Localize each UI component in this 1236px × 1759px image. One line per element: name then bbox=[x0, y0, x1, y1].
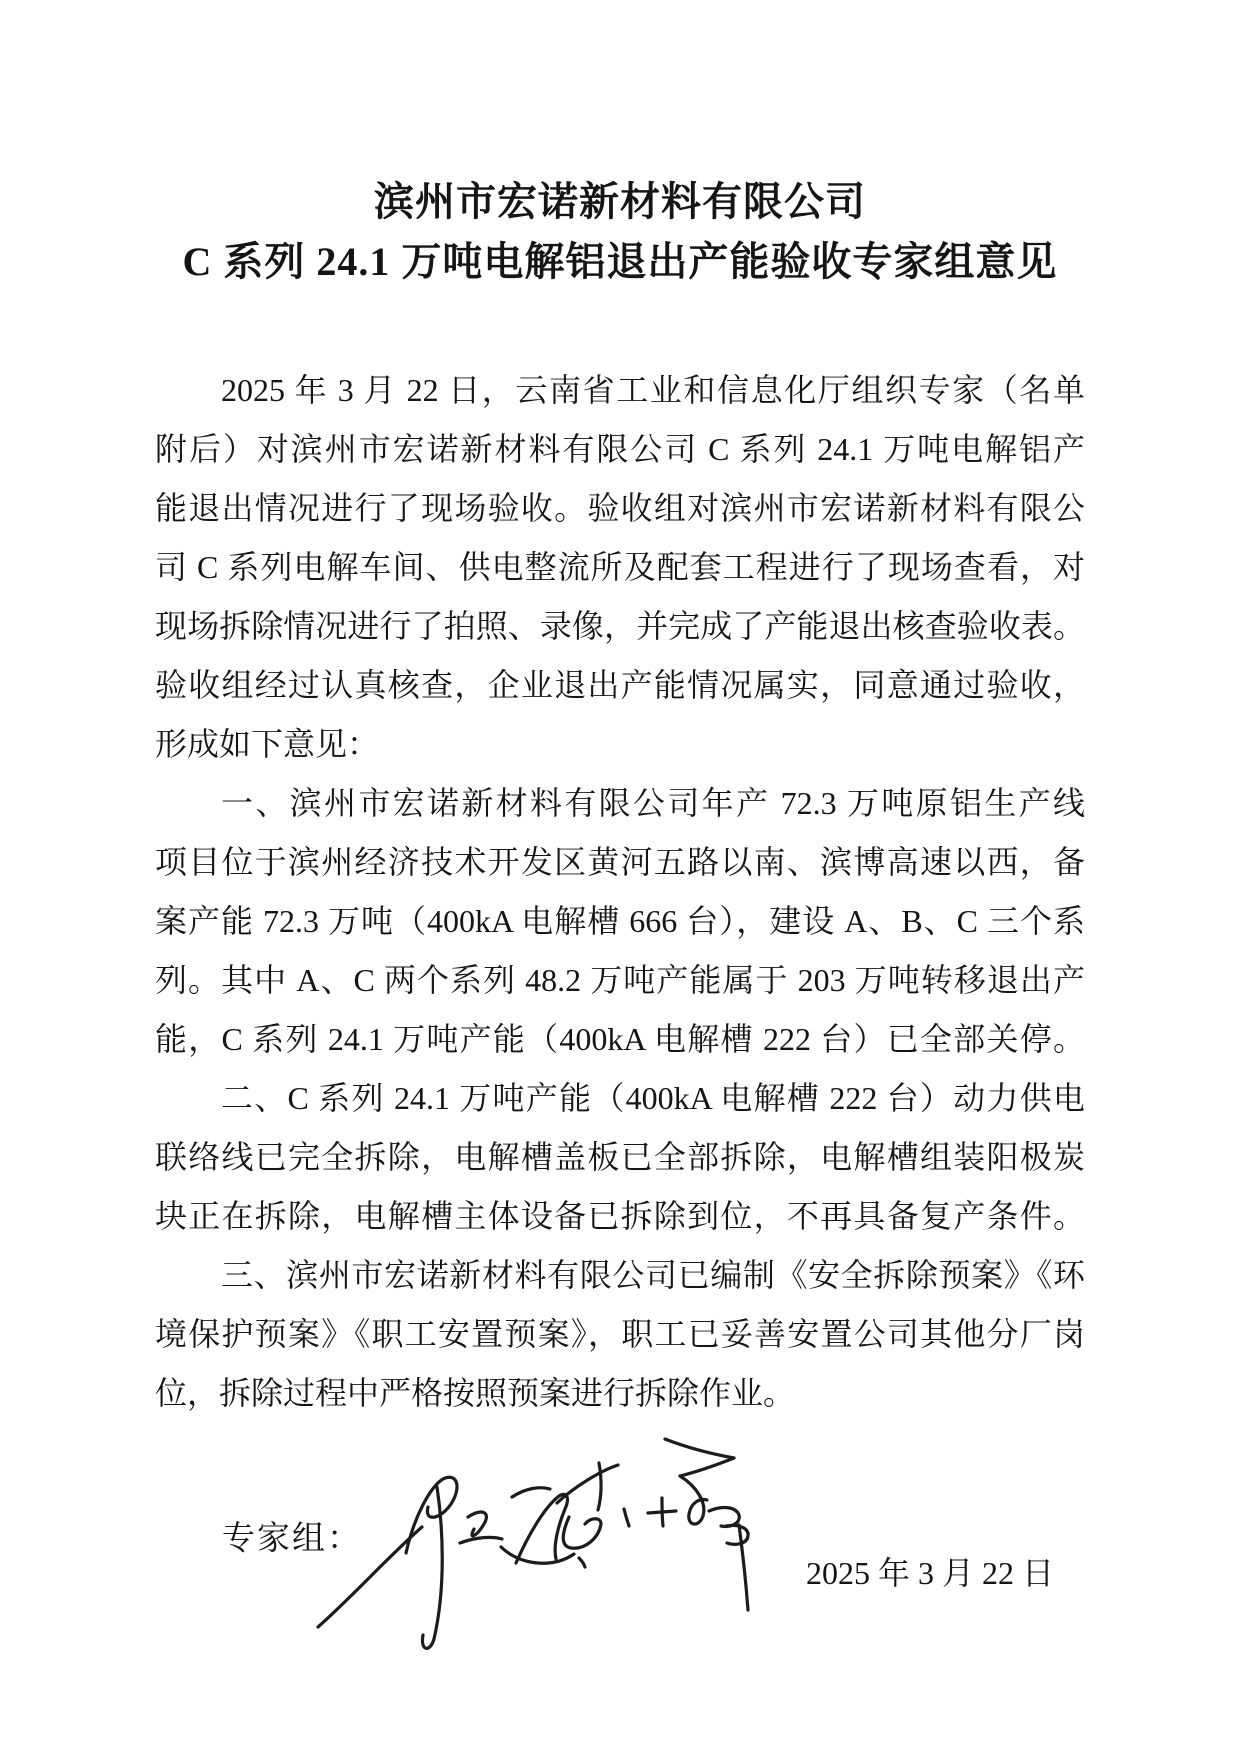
handwritten-signatures bbox=[310, 1425, 780, 1695]
handwritten-signature-2 bbox=[557, 1439, 748, 1610]
body-line: 联络线已完全拆除，电解槽盖板已全部拆除，电解槽组装阳极炭 bbox=[155, 1139, 1085, 1175]
body-line: 能退出情况进行了现场验收。验收组对滨州市宏诺新材料有限公 bbox=[155, 490, 1085, 526]
document-title-block bbox=[155, 172, 1085, 292]
body-line: 能，C 系列 24.1 万吨产能（400kA 电解槽 222 台）已全部关停。 bbox=[155, 1021, 1085, 1057]
body-line: 2025 年 3 月 22 日，云南省工业和信息化厅组织专家（名单 bbox=[221, 372, 1085, 408]
expert-group-label: 专家组： bbox=[222, 1521, 362, 1557]
body-line: 位，拆除过程中严格按照预案进行拆除作业。 bbox=[155, 1375, 796, 1411]
body-line: 案产能 72.3 万吨（400kA 电解槽 666 台），建设 A、B、C 三个系 bbox=[155, 903, 1085, 939]
body-line: 现场拆除情况进行了拍照、录像，并完成了产能退出核查验收表。 bbox=[155, 608, 1085, 644]
document-body bbox=[155, 361, 1085, 1423]
document-date: 2025 年 3 月 22 日 bbox=[806, 1555, 1055, 1591]
body-line: 司 C 系列电解车间、供电整流所及配套工程进行了现场查看，对 bbox=[155, 549, 1085, 585]
body-line: 验收组经过认真核查，企业退出产能情况属实，同意通过验收， bbox=[155, 667, 1085, 703]
document-title: 滨州市宏诺新材料有限公司 bbox=[374, 179, 866, 224]
body-line: 二、C 系列 24.1 万吨产能（400kA 电解槽 222 台）动力供电 bbox=[221, 1080, 1085, 1116]
handwritten-signature-1 bbox=[318, 1477, 585, 1648]
document-subtitle: C 系列 24.1 万吨电解铝退出产能验收专家组意见 bbox=[182, 239, 1058, 284]
body-line: 境保护预案》《职工安置预案》，职工已妥善安置公司其他分厂岗 bbox=[155, 1316, 1085, 1352]
body-line: 块正在拆除，电解槽主体设备已拆除到位，不再具备复产条件。 bbox=[155, 1198, 1085, 1234]
body-line: 一、滨州市宏诺新材料有限公司年产 72.3 万吨原铝生产线 bbox=[221, 785, 1085, 821]
body-line: 形成如下意见： bbox=[155, 726, 380, 762]
body-line: 附后）对滨州市宏诺新材料有限公司 C 系列 24.1 万吨电解铝产 bbox=[155, 431, 1085, 467]
body-line: 项目位于滨州经济技术开发区黄河五路以南、滨博高速以西，备 bbox=[155, 844, 1085, 880]
body-line: 列。其中 A、C 两个系列 48.2 万吨产能属于 203 万吨转移退出产 bbox=[155, 962, 1085, 998]
body-line: 三、滨州市宏诺新材料有限公司已编制《安全拆除预案》《环 bbox=[221, 1257, 1085, 1293]
